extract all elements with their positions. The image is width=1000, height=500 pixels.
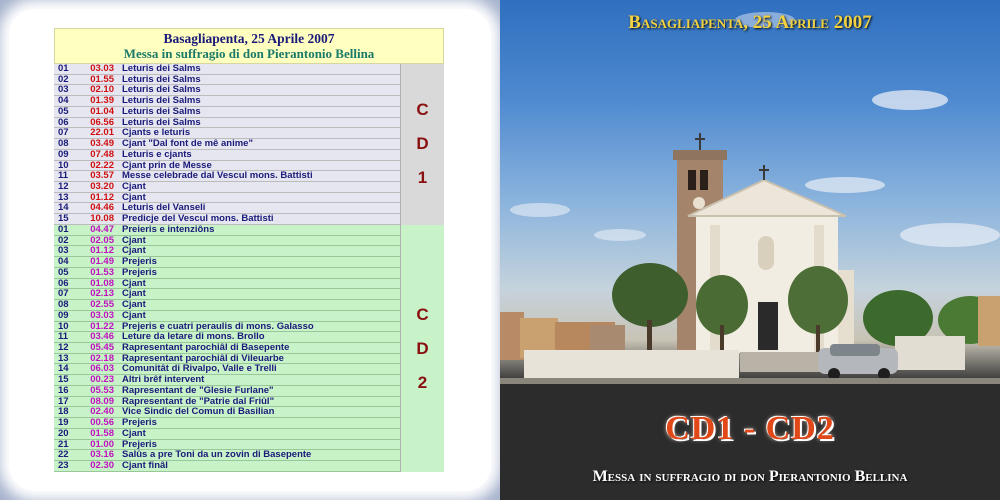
track-title: Altri brêf intervent — [122, 374, 205, 386]
track-title: Leturis del Vanseli — [122, 202, 206, 214]
track-duration: 05.45 — [90, 342, 114, 354]
tower-window — [688, 170, 696, 190]
track-duration: 06.03 — [90, 363, 114, 375]
track-number: 11 — [58, 331, 69, 343]
track-duration: 00.56 — [90, 417, 114, 429]
track-duration: 06.56 — [90, 116, 114, 128]
track-duration: 03.57 — [90, 170, 114, 182]
track-number: 09 — [58, 148, 69, 160]
track-title: Rapresentant parochiâl di Vileuarbe — [122, 352, 284, 364]
track-number: 10 — [58, 320, 69, 332]
track-duration: 01.08 — [90, 277, 114, 289]
track-number: 05 — [58, 105, 69, 117]
statue-niche — [758, 236, 774, 270]
track-duration: 04.46 — [90, 202, 114, 214]
track-duration: 02.13 — [90, 288, 114, 300]
church-door — [758, 302, 778, 350]
track-number: 07 — [58, 127, 69, 139]
track-duration: 02.18 — [90, 352, 114, 364]
track-title: Prejeris — [122, 256, 157, 268]
track-title: Cjant "Dal font de mê anime" — [122, 138, 253, 150]
track-title: Rapresentant de "Patrie dal Friûl" — [122, 395, 275, 407]
track-duration: 03.49 — [90, 138, 114, 150]
track-title: Cjant prin de Messe — [122, 159, 212, 171]
track-title: Cjant — [122, 245, 146, 257]
track-number: 13 — [58, 352, 69, 364]
car-windows — [830, 344, 880, 356]
track-duration: 01.53 — [90, 266, 114, 278]
track-number: 02 — [58, 73, 69, 85]
track-title: Cjant — [122, 234, 146, 246]
track-number: 06 — [58, 277, 69, 289]
track-title: Vice Sindic del Comun di Basilian — [122, 406, 275, 418]
track-title: Cjant finâl — [122, 460, 168, 472]
track-duration: 03.16 — [90, 449, 114, 461]
track-duration: 02.55 — [90, 299, 114, 311]
courtyard-wall — [895, 336, 965, 370]
track-number: 19 — [58, 417, 69, 429]
track-duration: 03.46 — [90, 331, 114, 343]
cloud — [872, 90, 948, 110]
cd2-tracklist — [54, 225, 444, 472]
cd2-label-letter: D — [416, 339, 429, 358]
olive-tree — [788, 266, 848, 334]
header-title: Basagliapenta, 25 Aprile 2007 — [163, 31, 335, 46]
track-title: Cjant — [122, 181, 146, 193]
track-title: Cjants e leturis — [122, 127, 191, 139]
cd-label: CD1 - CD2 — [665, 410, 835, 447]
track-number: 15 — [58, 374, 69, 386]
track-duration: 02.30 — [90, 460, 114, 472]
cd1-tracklist — [54, 64, 444, 225]
track-duration: 01.04 — [90, 105, 114, 117]
track-duration: 03.20 — [90, 181, 114, 193]
track-duration: 02.22 — [90, 159, 114, 171]
track-duration: 07.48 — [90, 148, 114, 160]
track-row — [54, 461, 400, 472]
track-duration: 05.53 — [90, 384, 114, 396]
track-title: Leturis e cjants — [122, 148, 192, 160]
track-title: Rapresentant de "Glesie Furlane" — [122, 384, 274, 396]
track-number: 04 — [58, 256, 69, 268]
track-number: 01 — [58, 63, 69, 74]
track-number: 08 — [58, 299, 69, 311]
track-number: 03 — [58, 84, 69, 96]
track-title: Cjant — [122, 427, 146, 439]
track-number: 23 — [58, 460, 69, 472]
track-title: Preieris e intenziôns — [122, 224, 215, 235]
track-title: Salûs a pre Toni da un zovin di Basepente — [122, 449, 312, 461]
track-number: 14 — [58, 202, 69, 214]
track-duration: 22.01 — [90, 127, 114, 139]
track-title: Prejeris e cuatri peraulis di mons. Galasso — [122, 320, 314, 332]
track-title: Leturis dei Salms — [122, 105, 201, 117]
cd2-label-letter: 2 — [417, 373, 428, 392]
track-number: 15 — [58, 213, 69, 225]
track-number: 03 — [58, 245, 69, 257]
track-title: Prejeris — [122, 417, 157, 429]
cloud — [805, 177, 885, 193]
cover-title: Basagliapenta, 25 Aprile 2007 — [628, 12, 872, 33]
track-duration: 08.09 — [90, 395, 114, 407]
header-subtitle: Messa in suffragio di don Pierantonio Bellina — [123, 46, 375, 61]
track-duration: 02.40 — [90, 406, 114, 418]
track-title: Predicje del Vescul mons. Battisti — [122, 213, 274, 225]
track-row — [54, 150, 400, 161]
track-number: 17 — [58, 395, 69, 407]
track-title: Prejeris — [122, 438, 157, 450]
cd1-label-letter: 1 — [417, 168, 428, 187]
tree-trunk — [816, 325, 820, 355]
track-number: 05 — [58, 266, 69, 278]
track-title: Prejeris — [122, 266, 157, 278]
cd1-label-letter: C — [416, 100, 429, 119]
track-number: 04 — [58, 95, 69, 107]
olive-tree — [612, 263, 688, 327]
track-duration: 01.49 — [90, 256, 114, 268]
track-title: Leture da letare di mons. Brollo — [122, 331, 265, 343]
track-number: 07 — [58, 288, 69, 300]
track-duration: 01.39 — [90, 95, 114, 107]
track-number: 16 — [58, 384, 69, 396]
cd1-label-letter: D — [416, 134, 429, 153]
track-title: Cjant — [122, 288, 146, 300]
tracklist-header — [54, 28, 444, 64]
track-title: Cjant — [122, 277, 146, 289]
track-title: Leturis dei Salms — [122, 95, 201, 107]
track-duration: 01.58 — [90, 427, 114, 439]
track-title: Leturis dei Salms — [122, 116, 201, 128]
cd1-label-column — [400, 64, 444, 225]
track-row — [54, 311, 400, 322]
track-title: Rapresentant parochiâl di Basepente — [122, 342, 290, 354]
track-number: 01 — [58, 224, 69, 235]
track-number: 14 — [58, 363, 69, 375]
sidewalk — [500, 378, 1000, 384]
courtyard-wall — [524, 350, 739, 380]
track-title: Leturis dei Salms — [122, 73, 201, 85]
track-number: 06 — [58, 116, 69, 128]
track-duration: 01.12 — [90, 245, 114, 257]
track-duration: 02.05 — [90, 234, 114, 246]
cd2-label-letter: C — [416, 305, 429, 324]
bell-tower-top — [673, 150, 727, 160]
track-duration: 00.23 — [90, 374, 114, 386]
cd2-label-column — [400, 225, 444, 472]
track-title: Messe celebrade dal Vescul mons. Battisti — [122, 170, 313, 182]
track-title: Cjant — [122, 191, 146, 203]
track-number: 18 — [58, 406, 69, 418]
track-number: 21 — [58, 438, 69, 450]
track-number: 12 — [58, 342, 69, 354]
track-number: 22 — [58, 449, 69, 461]
track-number: 11 — [58, 170, 69, 182]
track-duration: 01.22 — [90, 320, 114, 332]
track-title: Leturis dei Salms — [122, 84, 201, 96]
track-duration: 02.10 — [90, 84, 114, 96]
track-duration: 01.00 — [90, 438, 114, 450]
track-number: 12 — [58, 181, 69, 193]
track-number: 08 — [58, 138, 69, 150]
track-title: Cjant — [122, 299, 146, 311]
track-number: 02 — [58, 234, 69, 246]
house — [978, 296, 1000, 346]
cloud — [594, 229, 646, 241]
track-title: Leturis dei Salms — [122, 63, 201, 74]
track-number: 10 — [58, 159, 69, 171]
track-number: 20 — [58, 427, 69, 439]
track-title: Cjant — [122, 309, 146, 321]
track-number: 09 — [58, 309, 69, 321]
tower-window — [700, 170, 708, 190]
track-duration: 04.47 — [90, 224, 114, 235]
track-duration: 01.55 — [90, 73, 114, 85]
track-row — [54, 429, 400, 440]
cloud — [510, 203, 570, 217]
cover-photo-panel — [500, 0, 1000, 500]
track-title: Comunitât di Rivalpo, Valle e Trelli — [122, 363, 277, 375]
track-duration: 10.08 — [90, 213, 114, 225]
cover-subtitle: Messa in suffragio di don Pierantonio Bellina — [592, 468, 908, 485]
track-duration: 03.03 — [90, 63, 114, 74]
track-duration: 03.03 — [90, 309, 114, 321]
tower-clock — [693, 197, 705, 209]
track-number: 13 — [58, 191, 69, 203]
cloud — [900, 223, 1000, 247]
track-duration: 01.12 — [90, 191, 114, 203]
